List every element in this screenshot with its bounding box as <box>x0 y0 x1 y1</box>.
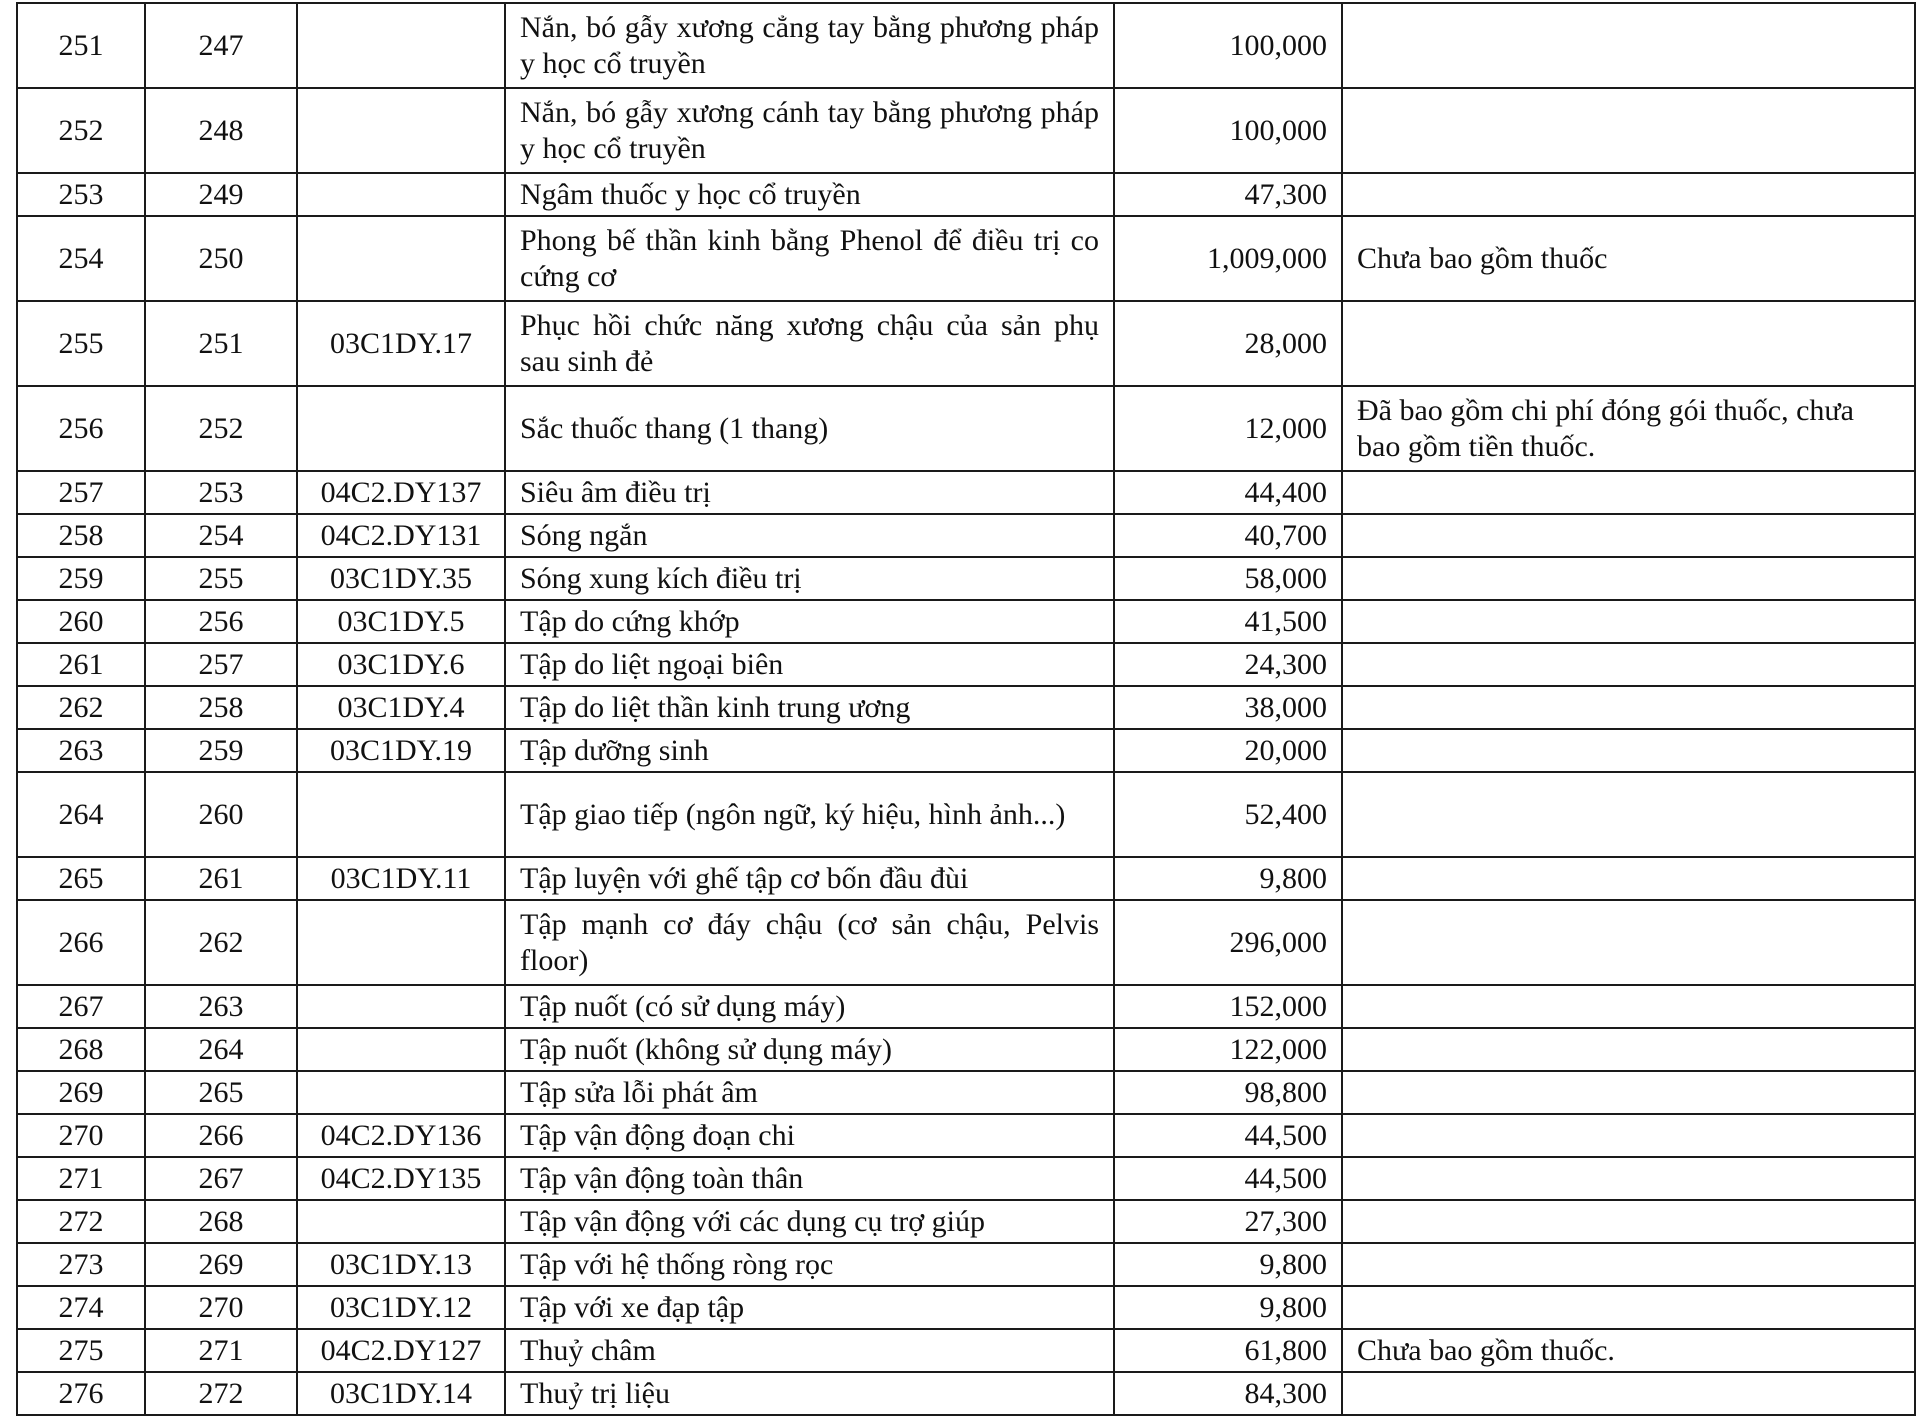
table-row <box>17 600 1915 643</box>
table-row <box>17 985 1915 1028</box>
service-code-cell: 03C1DY.17 <box>297 301 505 386</box>
price-cell: 100,000 <box>1114 88 1342 173</box>
service-code-cell <box>297 173 505 216</box>
service-number-cell: 264 <box>145 1028 297 1071</box>
service-number-cell: 252 <box>145 386 297 471</box>
table-row <box>17 1114 1915 1157</box>
price-cell: 28,000 <box>1114 301 1342 386</box>
service-name-cell: Ngâm thuốc y học cổ truyền <box>505 173 1114 216</box>
table-row <box>17 729 1915 772</box>
service-number-cell: 248 <box>145 88 297 173</box>
service-name-cell: Tập nuốt (không sử dụng máy) <box>505 1028 1114 1071</box>
service-code-cell: 04C2.DY127 <box>297 1329 505 1372</box>
service-name-cell: Thuỷ trị liệu <box>505 1372 1114 1415</box>
service-number-cell: 269 <box>145 1243 297 1286</box>
table-row <box>17 471 1915 514</box>
table-row <box>17 1028 1915 1071</box>
service-name-cell: Nắn, bó gẫy xương cẳng tay bằng phương pháp y học cổ truyền <box>505 3 1114 88</box>
table-row <box>17 386 1915 471</box>
service-code-cell <box>297 1071 505 1114</box>
service-number-cell: 262 <box>145 900 297 985</box>
note-cell <box>1342 3 1915 88</box>
service-number-cell: 253 <box>145 471 297 514</box>
row-number-cell: 258 <box>17 514 145 557</box>
service-number-cell: 272 <box>145 1372 297 1415</box>
table-row <box>17 772 1915 857</box>
service-name-cell: Tập mạnh cơ đáy chậu (cơ sản chậu, Pelvis floor) <box>505 900 1114 985</box>
price-cell: 61,800 <box>1114 1329 1342 1372</box>
table-row <box>17 1200 1915 1243</box>
row-number-cell: 259 <box>17 557 145 600</box>
note-cell <box>1342 1200 1915 1243</box>
service-number-cell: 265 <box>145 1071 297 1114</box>
note-cell: Chưa bao gồm thuốc <box>1342 216 1915 301</box>
service-number-cell: 251 <box>145 301 297 386</box>
price-cell: 9,800 <box>1114 857 1342 900</box>
service-number-cell: 260 <box>145 772 297 857</box>
service-number-cell: 256 <box>145 600 297 643</box>
price-cell: 1,009,000 <box>1114 216 1342 301</box>
note-cell <box>1342 173 1915 216</box>
service-code-cell: 04C2.DY135 <box>297 1157 505 1200</box>
note-cell <box>1342 985 1915 1028</box>
table-row <box>17 686 1915 729</box>
table-row <box>17 301 1915 386</box>
note-cell <box>1342 1286 1915 1329</box>
price-cell: 9,800 <box>1114 1243 1342 1286</box>
note-cell <box>1342 1114 1915 1157</box>
note-cell: Chưa bao gồm thuốc. <box>1342 1329 1915 1372</box>
service-number-cell: 254 <box>145 514 297 557</box>
table-row <box>17 1329 1915 1372</box>
note-cell <box>1342 1243 1915 1286</box>
table-row <box>17 557 1915 600</box>
service-code-cell <box>297 1200 505 1243</box>
row-number-cell: 257 <box>17 471 145 514</box>
table-row <box>17 900 1915 985</box>
row-number-cell: 276 <box>17 1372 145 1415</box>
row-number-cell: 270 <box>17 1114 145 1157</box>
note-cell <box>1342 88 1915 173</box>
service-name-cell: Tập do cứng khớp <box>505 600 1114 643</box>
row-number-cell: 254 <box>17 216 145 301</box>
row-number-cell: 269 <box>17 1071 145 1114</box>
price-cell: 122,000 <box>1114 1028 1342 1071</box>
service-number-cell: 250 <box>145 216 297 301</box>
price-cell: 27,300 <box>1114 1200 1342 1243</box>
service-name-cell: Tập với hệ thống ròng rọc <box>505 1243 1114 1286</box>
row-number-cell: 260 <box>17 600 145 643</box>
service-code-cell: 04C2.DY136 <box>297 1114 505 1157</box>
service-code-cell <box>297 985 505 1028</box>
service-code-cell <box>297 900 505 985</box>
service-name-cell: Tập vận động đoạn chi <box>505 1114 1114 1157</box>
service-code-cell <box>297 386 505 471</box>
note-cell <box>1342 1071 1915 1114</box>
service-name-cell: Nắn, bó gẫy xương cánh tay bằng phương pháp y học cổ truyền <box>505 88 1114 173</box>
service-name-cell: Tập vận động với các dụng cụ trợ giúp <box>505 1200 1114 1243</box>
service-name-cell: Sắc thuốc thang (1 thang) <box>505 386 1114 471</box>
table-body <box>17 3 1915 1415</box>
service-name-cell: Tập do liệt thần kinh trung ương <box>505 686 1114 729</box>
note-cell <box>1342 686 1915 729</box>
service-name-cell: Phong bế thần kinh bằng Phenol để điều trị co cứng cơ <box>505 216 1114 301</box>
price-table <box>16 2 1916 1416</box>
service-name-cell: Tập với xe đạp tập <box>505 1286 1114 1329</box>
note-cell <box>1342 643 1915 686</box>
price-cell: 20,000 <box>1114 729 1342 772</box>
price-cell: 41,500 <box>1114 600 1342 643</box>
price-cell: 152,000 <box>1114 985 1342 1028</box>
note-cell <box>1342 301 1915 386</box>
service-name-cell: Sóng xung kích điều trị <box>505 557 1114 600</box>
row-number-cell: 268 <box>17 1028 145 1071</box>
service-number-cell: 271 <box>145 1329 297 1372</box>
service-code-cell: 03C1DY.11 <box>297 857 505 900</box>
table-row <box>17 1157 1915 1200</box>
row-number-cell: 263 <box>17 729 145 772</box>
service-code-cell <box>297 3 505 88</box>
row-number-cell: 272 <box>17 1200 145 1243</box>
service-name-cell: Siêu âm điều trị <box>505 471 1114 514</box>
service-name-cell: Tập luyện với ghế tập cơ bốn đầu đùi <box>505 857 1114 900</box>
service-name-cell: Tập vận động toàn thân <box>505 1157 1114 1200</box>
service-code-cell: 03C1DY.35 <box>297 557 505 600</box>
price-cell: 296,000 <box>1114 900 1342 985</box>
service-code-cell: 03C1DY.19 <box>297 729 505 772</box>
service-code-cell: 04C2.DY137 <box>297 471 505 514</box>
table-row <box>17 173 1915 216</box>
note-cell <box>1342 600 1915 643</box>
price-cell: 44,500 <box>1114 1157 1342 1200</box>
table-row <box>17 1243 1915 1286</box>
service-code-cell: 03C1DY.12 <box>297 1286 505 1329</box>
row-number-cell: 265 <box>17 857 145 900</box>
service-number-cell: 247 <box>145 3 297 88</box>
service-number-cell: 258 <box>145 686 297 729</box>
table-row <box>17 1372 1915 1415</box>
service-code-cell <box>297 88 505 173</box>
note-cell <box>1342 1372 1915 1415</box>
row-number-cell: 262 <box>17 686 145 729</box>
table-row <box>17 88 1915 173</box>
table-row <box>17 3 1915 88</box>
price-cell: 100,000 <box>1114 3 1342 88</box>
note-cell: Đã bao gồm chi phí đóng gói thuốc, chưa bao gồm tiền thuốc. <box>1342 386 1915 471</box>
price-cell: 24,300 <box>1114 643 1342 686</box>
price-cell: 38,000 <box>1114 686 1342 729</box>
service-number-cell: 261 <box>145 857 297 900</box>
table-row <box>17 514 1915 557</box>
service-code-cell <box>297 216 505 301</box>
row-number-cell: 275 <box>17 1329 145 1372</box>
service-code-cell: 03C1DY.14 <box>297 1372 505 1415</box>
service-name-cell: Tập do liệt ngoại biên <box>505 643 1114 686</box>
service-number-cell: 268 <box>145 1200 297 1243</box>
row-number-cell: 274 <box>17 1286 145 1329</box>
service-code-cell <box>297 1028 505 1071</box>
note-cell <box>1342 729 1915 772</box>
note-cell <box>1342 1157 1915 1200</box>
row-number-cell: 252 <box>17 88 145 173</box>
row-number-cell: 273 <box>17 1243 145 1286</box>
price-cell: 40,700 <box>1114 514 1342 557</box>
table-row <box>17 643 1915 686</box>
price-cell: 58,000 <box>1114 557 1342 600</box>
service-number-cell: 270 <box>145 1286 297 1329</box>
note-cell <box>1342 900 1915 985</box>
service-name-cell: Tập sửa lỗi phát âm <box>505 1071 1114 1114</box>
price-cell: 52,400 <box>1114 772 1342 857</box>
service-code-cell: 03C1DY.4 <box>297 686 505 729</box>
price-cell: 9,800 <box>1114 1286 1342 1329</box>
price-cell: 12,000 <box>1114 386 1342 471</box>
service-name-cell: Phục hồi chức năng xương chậu của sản phụ sau sinh đẻ <box>505 301 1114 386</box>
note-cell <box>1342 557 1915 600</box>
service-name-cell: Thuỷ châm <box>505 1329 1114 1372</box>
table-row <box>17 1071 1915 1114</box>
row-number-cell: 255 <box>17 301 145 386</box>
table-row <box>17 857 1915 900</box>
row-number-cell: 253 <box>17 173 145 216</box>
service-number-cell: 249 <box>145 173 297 216</box>
price-cell: 44,500 <box>1114 1114 1342 1157</box>
price-cell: 84,300 <box>1114 1372 1342 1415</box>
service-code-cell <box>297 772 505 857</box>
service-name-cell: Tập dưỡng sinh <box>505 729 1114 772</box>
row-number-cell: 261 <box>17 643 145 686</box>
service-number-cell: 257 <box>145 643 297 686</box>
price-cell: 44,400 <box>1114 471 1342 514</box>
service-number-cell: 259 <box>145 729 297 772</box>
row-number-cell: 271 <box>17 1157 145 1200</box>
service-code-cell: 03C1DY.5 <box>297 600 505 643</box>
row-number-cell: 251 <box>17 3 145 88</box>
service-code-cell: 04C2.DY131 <box>297 514 505 557</box>
service-code-cell: 03C1DY.13 <box>297 1243 505 1286</box>
service-name-cell: Sóng ngắn <box>505 514 1114 557</box>
row-number-cell: 264 <box>17 772 145 857</box>
service-number-cell: 263 <box>145 985 297 1028</box>
service-name-cell: Tập nuốt (có sử dụng máy) <box>505 985 1114 1028</box>
table-row <box>17 216 1915 301</box>
table-row <box>17 1286 1915 1329</box>
service-code-cell: 03C1DY.6 <box>297 643 505 686</box>
note-cell <box>1342 772 1915 857</box>
row-number-cell: 266 <box>17 900 145 985</box>
price-cell: 98,800 <box>1114 1071 1342 1114</box>
note-cell <box>1342 514 1915 557</box>
service-number-cell: 267 <box>145 1157 297 1200</box>
price-cell: 47,300 <box>1114 173 1342 216</box>
service-number-cell: 255 <box>145 557 297 600</box>
service-name-cell: Tập giao tiếp (ngôn ngữ, ký hiệu, hình ảnh...) <box>505 772 1114 857</box>
note-cell <box>1342 471 1915 514</box>
note-cell <box>1342 857 1915 900</box>
note-cell <box>1342 1028 1915 1071</box>
service-number-cell: 266 <box>145 1114 297 1157</box>
row-number-cell: 267 <box>17 985 145 1028</box>
row-number-cell: 256 <box>17 386 145 471</box>
